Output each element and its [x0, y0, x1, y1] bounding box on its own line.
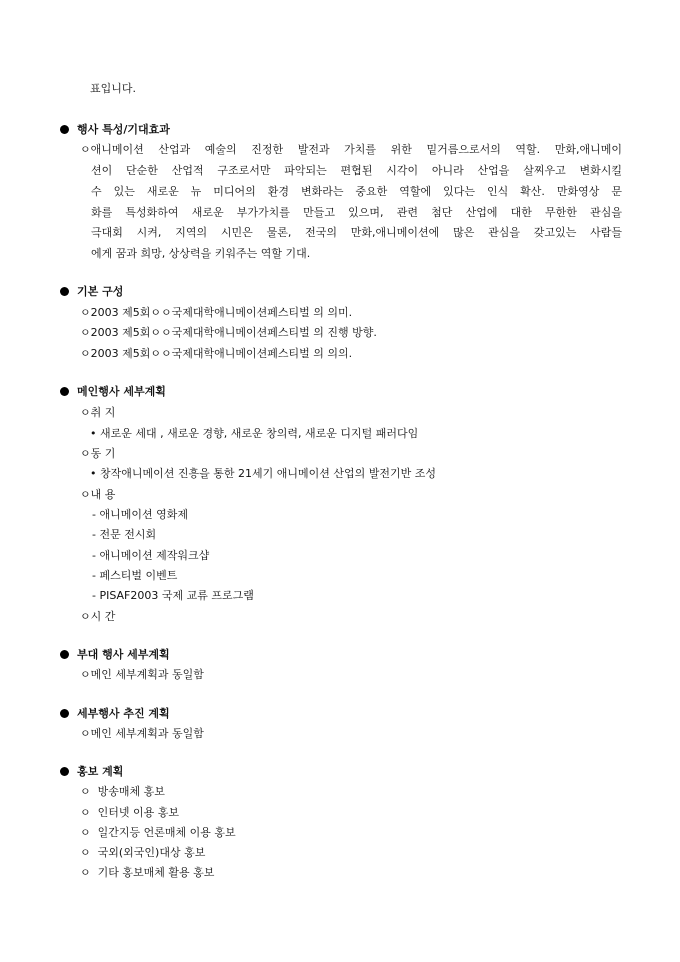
detail-plan-text: ㅇ메인 세부계획과 동일함 — [80, 727, 204, 740]
section-heading-promo — [60, 765, 123, 778]
paragraph-line: ㅇ애니메이션 산업과 예술의 진정한 발전과 가치를 위한 밑거름으로서의 역할. 만화,애니메이 — [80, 143, 622, 156]
list-item: ㅇ2003 제5회ㅇㅇ국제대학애니메이션페스티벌 의 의미. — [80, 306, 353, 319]
content-item: - 애니메이션 제작워크샵 — [92, 549, 210, 562]
section-heading-basic — [60, 285, 123, 298]
section-title: 홍보 계획 — [77, 765, 124, 778]
bullet-dot-icon — [60, 125, 69, 134]
purpose-label: ㅇ취 지 — [80, 406, 116, 419]
section-heading-sub-event — [60, 648, 170, 661]
bullet-dot-icon — [60, 387, 69, 396]
promo-item: ㅇ 방송매체 홍보 — [80, 785, 165, 798]
promo-item: ㅇ 국외(외국인)대상 홍보 — [80, 846, 206, 859]
section-title: 부대 행사 세부계획 — [77, 648, 170, 661]
list-item: ㅇ2003 제5회ㅇㅇ국제대학애니메이션페스티벌 의 진행 방향. — [80, 326, 377, 339]
promo-item: ㅇ 일간지등 언론매체 이용 홍보 — [80, 826, 236, 839]
content-item: - 페스티벌 이벤트 — [92, 569, 178, 582]
paragraph-line: 션이 단순한 산업적 구조로서만 파악되는 편협된 시각이 아니라 산업을 살찌우고 변화시킬 — [91, 164, 622, 177]
bullet-dot-icon — [60, 709, 69, 718]
section-heading-features — [60, 123, 170, 136]
motive-text: • 창작애니메이션 진흥을 통한 21세기 애니메이션 산업의 발전기반 조성 — [90, 467, 436, 480]
section-title: 기본 구성 — [77, 285, 124, 298]
bullet-dot-icon — [60, 767, 69, 776]
content-item: - PISAF2003 국제 교류 프로그램 — [92, 589, 254, 602]
section-title: 행사 특성/기대효과 — [77, 123, 170, 136]
intro-tail-text: 표입니다. — [90, 82, 137, 95]
time-label: ㅇ시 간 — [80, 610, 116, 623]
paragraph-line: 화를 특성화하여 새로운 부가가치를 만들고 있으며, 관련 첨단 산업에 대한 무한한 관심을 — [91, 206, 622, 219]
sub-event-text: ㅇ메인 세부계획과 동일함 — [80, 668, 204, 681]
section-heading-main-event — [60, 385, 166, 398]
promo-item: ㅇ 기타 홍보매체 활용 홍보 — [80, 866, 215, 879]
content-label: ㅇ내 용 — [80, 488, 116, 501]
bullet-dot-icon — [60, 287, 69, 296]
paragraph-line: 에게 꿈과 희망, 상상력을 키워주는 역할 기대. — [91, 247, 311, 260]
list-item: ㅇ2003 제5회ㅇㅇ국제대학애니메이션페스티벌 의 의의. — [80, 347, 353, 360]
content-item: - 전문 전시회 — [92, 528, 157, 541]
paragraph-line: 극대회 시켜, 지역의 시민은 물론, 전국의 만화,애니메이션에 많은 관심을 갖고있는 사람들 — [91, 226, 622, 239]
section-title: 세부행사 추진 계획 — [77, 707, 170, 720]
motive-label: ㅇ동 기 — [80, 447, 116, 460]
paragraph-line: 수 있는 새로운 뉴 미디어의 환경 변화라는 중요한 역할에 있다는 인식 확산. 만화영상 문 — [91, 185, 622, 198]
section-heading-detail-plan — [60, 707, 170, 720]
bullet-dot-icon — [60, 650, 69, 659]
purpose-text: • 새로운 세대 , 새로운 경향, 새로운 창의력, 새로운 디지털 패러다임 — [90, 427, 419, 440]
promo-item: ㅇ 인터넷 이용 홍보 — [80, 806, 179, 819]
content-item: - 애니메이션 영화제 — [92, 508, 188, 521]
section-title: 메인행사 세부계획 — [77, 385, 166, 398]
